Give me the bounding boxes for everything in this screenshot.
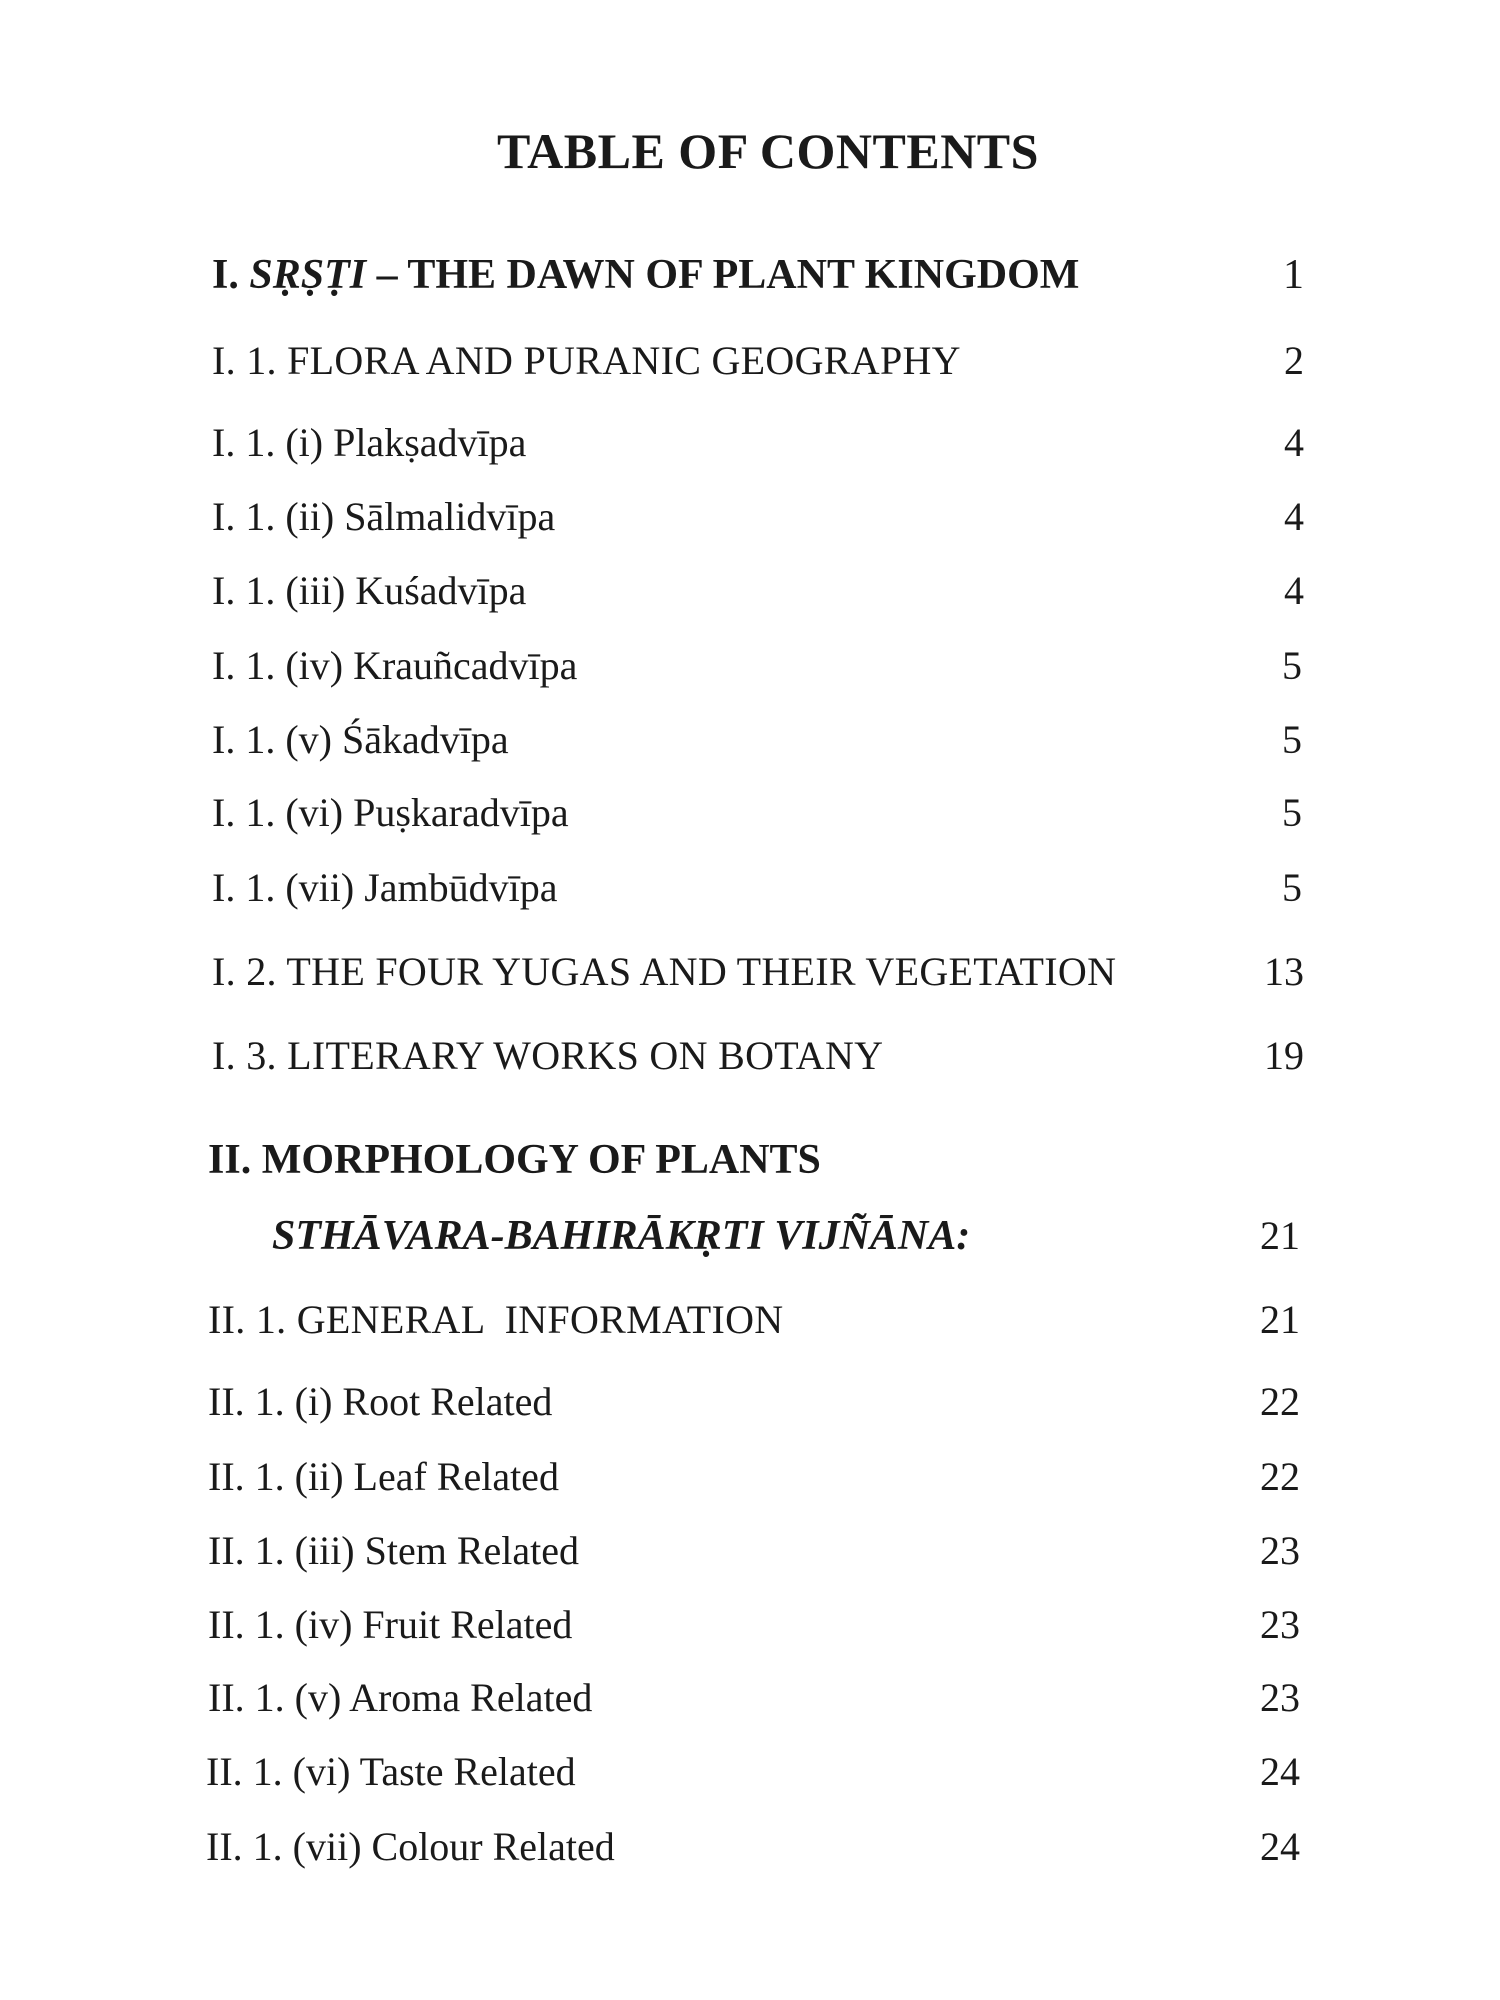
toc-entry-section-1[interactable] xyxy=(0,245,1500,305)
toc-entry-label: I. SṚṢṬI – THE DAWN OF PLANT KINGDOM xyxy=(212,252,1080,298)
toc-entry-label: I. 1. (vi) Puṣkaradvīpa xyxy=(212,790,569,835)
toc-entry-page: 4 xyxy=(1284,494,1304,539)
toc-entry-page: 23 xyxy=(1260,1675,1300,1720)
toc-entry-label: I. 2. THE FOUR YUGAS AND THEIR VEGETATION xyxy=(212,949,1117,994)
toc-entry[interactable] xyxy=(0,1290,1500,1350)
toc-entry[interactable] xyxy=(0,783,1500,843)
toc-entry-page: 2 xyxy=(1284,338,1304,383)
toc-entry-page: 23 xyxy=(1260,1528,1300,1573)
toc-entry-page: 22 xyxy=(1260,1379,1300,1424)
toc-entry[interactable] xyxy=(0,1372,1500,1432)
toc-entry-page: 21 xyxy=(1260,1297,1300,1342)
toc-entry[interactable] xyxy=(0,1595,1500,1655)
toc-entry-label: I. 3. LITERARY WORKS ON BOTANY xyxy=(212,1033,884,1078)
toc-entry-label: II. 1. (iii) Stem Related xyxy=(208,1528,580,1573)
toc-entry-label: I. 1. FLORA AND PURANIC GEOGRAPHY xyxy=(212,338,961,383)
toc-entry[interactable] xyxy=(0,1742,1500,1802)
toc-entry-page: 5 xyxy=(1282,790,1302,835)
toc-entry[interactable] xyxy=(0,1447,1500,1507)
toc-entry-subtitle[interactable] xyxy=(0,1206,1500,1266)
toc-entry-page: 4 xyxy=(1284,420,1304,465)
toc-entry-page: 21 xyxy=(1260,1213,1300,1258)
toc-entry-label: II. 1. (vii) Colour Related xyxy=(206,1824,615,1869)
toc-entry-label: I. 1. (vii) Jambūdvīpa xyxy=(212,865,558,910)
toc-entry[interactable] xyxy=(0,858,1500,918)
toc-entry-label: II. 1. (iv) Fruit Related xyxy=(208,1602,573,1647)
toc-entry[interactable] xyxy=(0,331,1500,391)
toc-entry[interactable] xyxy=(0,1521,1500,1581)
toc-entry-page: 13 xyxy=(1264,949,1304,994)
toc-entry-page: 5 xyxy=(1282,643,1302,688)
toc-entry-page: 19 xyxy=(1264,1033,1304,1078)
toc-entry-label: II. 1. (ii) Leaf Related xyxy=(208,1454,559,1499)
page-title: TABLE OF CONTENTS xyxy=(497,123,1039,179)
toc-entry-page: 24 xyxy=(1260,1749,1300,1794)
toc-entry-page: 22 xyxy=(1260,1454,1300,1499)
toc-entry[interactable] xyxy=(0,942,1500,1002)
toc-entry-label: II. 1. (vi) Taste Related xyxy=(206,1749,576,1794)
toc-entry-label: II. MORPHOLOGY OF PLANTS xyxy=(208,1137,821,1183)
toc-entry-label: II. 1. (v) Aroma Related xyxy=(208,1675,593,1720)
toc-entry-page: 1 xyxy=(1283,252,1304,298)
toc-entry-section-2[interactable] xyxy=(0,1130,1500,1190)
toc-entry[interactable] xyxy=(0,561,1500,621)
toc-entry[interactable] xyxy=(0,413,1500,473)
toc-entry-page: 5 xyxy=(1282,717,1302,762)
toc-entry-label: STHĀVARA-BAHIRĀKṚTI VIJÑĀNA: xyxy=(272,1213,971,1259)
toc-entry-page: 5 xyxy=(1282,865,1302,910)
toc-entry-label: I. 1. (iii) Kuśadvīpa xyxy=(212,568,527,613)
toc-entry-label: II. 1. GENERAL INFORMATION xyxy=(208,1297,784,1342)
toc-entry-page: 4 xyxy=(1284,568,1304,613)
toc-entry[interactable] xyxy=(0,1668,1500,1728)
toc-entry-page: 24 xyxy=(1260,1824,1300,1869)
toc-entry[interactable] xyxy=(0,1817,1500,1877)
toc-entry-label: I. 1. (iv) Krauñcadvīpa xyxy=(212,643,578,688)
toc-entry[interactable] xyxy=(0,1026,1500,1086)
toc-entry-page: 23 xyxy=(1260,1602,1300,1647)
toc-entry-label: I. 1. (i) Plakṣadvīpa xyxy=(212,420,527,465)
toc-entry-label: II. 1. (i) Root Related xyxy=(208,1379,553,1424)
toc-entry[interactable] xyxy=(0,636,1500,696)
toc-entry-label: I. 1. (ii) Sālmalidvīpa xyxy=(212,494,556,539)
toc-entry[interactable] xyxy=(0,710,1500,770)
toc-entry[interactable] xyxy=(0,487,1500,547)
toc-entry-label: I. 1. (v) Śākadvīpa xyxy=(212,717,509,762)
